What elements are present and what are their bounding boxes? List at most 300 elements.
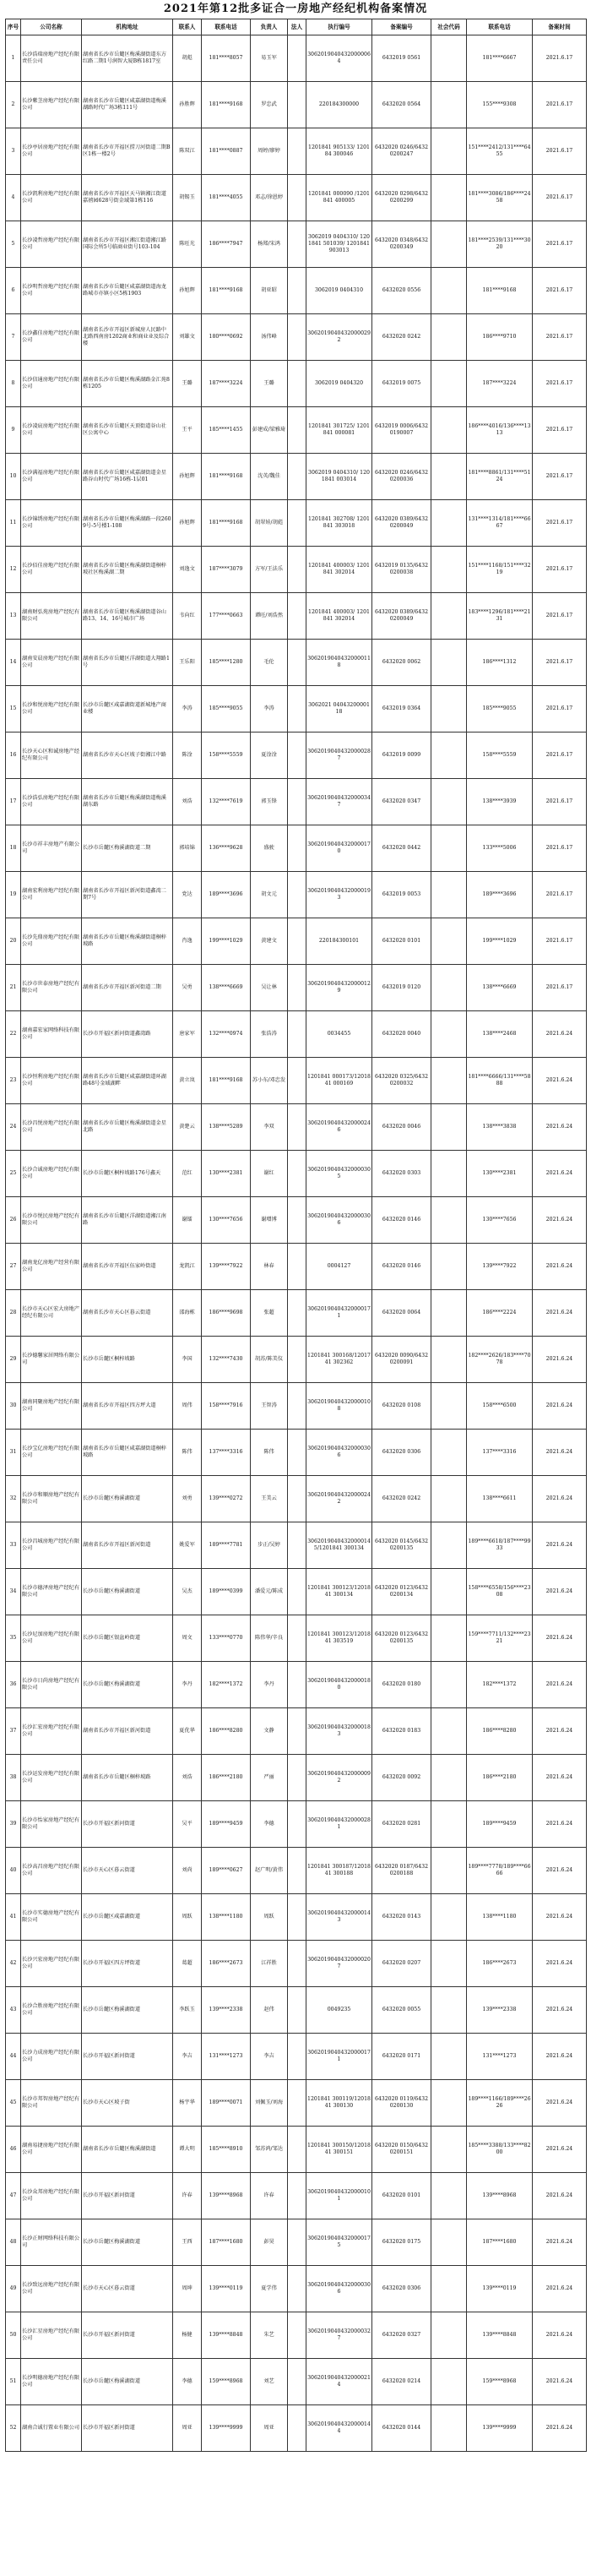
row-number: 5 bbox=[6, 221, 21, 268]
company-address: 湖南省长沙市岳麓区洋湖街道大翔路1号 bbox=[82, 640, 173, 686]
company-name: 长沙亭居房地产经纪有限公司 bbox=[21, 128, 82, 175]
record-number: 6432020 0246/64320200036 bbox=[372, 454, 431, 500]
company-name: 湖南同聚房地产经纪有限公司 bbox=[21, 1383, 82, 1430]
record-number: 6432020 0303 bbox=[372, 1151, 431, 1197]
leader-name: 李丹 bbox=[251, 1662, 288, 1708]
company-name: 湖南宏利房地产经纪有限公司 bbox=[21, 872, 82, 918]
record-number: 6432019 0099 bbox=[372, 732, 431, 779]
exec-number: 30620190404320000287 bbox=[306, 732, 372, 779]
row-number: 33 bbox=[6, 1522, 21, 1569]
exec-number: 30620190404320000175 bbox=[306, 2219, 372, 2266]
contact-name: 杨健 bbox=[173, 2312, 202, 2359]
record-date: 2021.6.17 bbox=[533, 454, 587, 500]
record-date: 2021.6.17 bbox=[533, 965, 587, 1011]
table-row bbox=[6, 2266, 587, 2312]
contact-phone: 137****3316 bbox=[202, 1430, 251, 1476]
contact-phone: 159****8968 bbox=[202, 2359, 251, 2405]
company-name: 湖南易捷房地产经纪有限公司 bbox=[21, 2127, 82, 2173]
contact-phone: 139****0119 bbox=[202, 2266, 251, 2312]
row-number: 4 bbox=[6, 175, 21, 221]
company-name: 长沙市日尚房地产经纪有限公司 bbox=[21, 1662, 82, 1708]
contact-name: 刘浩 bbox=[173, 1755, 202, 1801]
row-number: 16 bbox=[6, 732, 21, 779]
record-date: 2021.6.24 bbox=[533, 2312, 587, 2359]
credit-code bbox=[431, 825, 467, 872]
contact-phone: 139****2338 bbox=[202, 1987, 251, 2034]
exec-number: 1201841 400003/ 1201841 302014 bbox=[306, 547, 372, 593]
exec-number: 30620190404320000180 bbox=[306, 1662, 372, 1708]
leader-phone: 186****2673 bbox=[467, 1941, 533, 1987]
leader-name: 邓志/徐恩婷 bbox=[251, 175, 288, 221]
row-number: 50 bbox=[6, 2312, 21, 2359]
company-address: 湖南省长沙市开福区四方坪大道 bbox=[82, 1383, 173, 1430]
exec-number: 30620190404320000101 bbox=[306, 2173, 372, 2219]
legal-rep bbox=[288, 35, 306, 82]
contact-phone: 185****1280 bbox=[202, 640, 251, 686]
leader-name: 黄建文 bbox=[251, 918, 288, 965]
table-row bbox=[6, 1941, 587, 1987]
record-date: 2021.6.24 bbox=[533, 1848, 587, 1894]
record-number: 6432020 0187/64320200188 bbox=[372, 1848, 431, 1894]
leader-name: 吴让林 bbox=[251, 965, 288, 1011]
company-address: 湖南省长沙市开福区新河街道 bbox=[82, 1708, 173, 1755]
row-number: 20 bbox=[6, 918, 21, 965]
company-name: 长沙合诚房地产经纪有限公司 bbox=[21, 1151, 82, 1197]
leader-phone: 182****1372 bbox=[467, 1662, 533, 1708]
leader-name: 文静 bbox=[251, 1708, 288, 1755]
record-date: 2021.6.17 bbox=[533, 779, 587, 825]
company-address: 湖南省长沙市岳麓区梅溪湖街道金星北路 bbox=[82, 1104, 173, 1151]
exec-number: 1201841 300150/1201841 300151 bbox=[306, 2127, 372, 2173]
legal-rep bbox=[288, 314, 306, 361]
record-date: 2021.6.17 bbox=[533, 128, 587, 175]
record-number: 6432019 0364 bbox=[372, 686, 431, 732]
company-address: 湖南省长沙市岳麓区梅溪湖街道桐梓坡路 bbox=[82, 918, 173, 965]
table-row bbox=[6, 2312, 587, 2359]
leader-phone: 186****4016/136****1313 bbox=[467, 407, 533, 454]
leader-name: 王智涛 bbox=[251, 1383, 288, 1430]
record-date: 2021.6.17 bbox=[533, 547, 587, 593]
contact-phone: 180****0692 bbox=[202, 314, 251, 361]
table-row bbox=[6, 1290, 587, 1337]
column-header: 联系电话 bbox=[467, 19, 533, 35]
legal-rep bbox=[288, 872, 306, 918]
legal-rep bbox=[288, 1848, 306, 1894]
row-number: 2 bbox=[6, 82, 21, 128]
legal-rep bbox=[288, 407, 306, 454]
contact-name: 陈双江 bbox=[173, 128, 202, 175]
leader-name: 盛驶 bbox=[251, 825, 288, 872]
exec-number: 30620190404320000183 bbox=[306, 1708, 372, 1755]
exec-number: 30620190404320000246 bbox=[306, 1104, 372, 1151]
credit-code bbox=[431, 640, 467, 686]
record-number: 6432020 0064 bbox=[372, 1290, 431, 1337]
company-name: 长沙市祥丰房地产有限公司 bbox=[21, 825, 82, 872]
contact-phone: 185****1455 bbox=[202, 407, 251, 454]
record-date: 2021.6.17 bbox=[533, 82, 587, 128]
record-date: 2021.6.24 bbox=[533, 1244, 587, 1290]
row-number: 52 bbox=[6, 2405, 21, 2452]
exec-number: 30620190404320000242 bbox=[306, 1476, 372, 1522]
company-address: 湖南省长沙市岳麓区咸嘉湖街道海龙路城市亦镇小区5栋1903 bbox=[82, 268, 173, 314]
contact-name: 李吉 bbox=[173, 2034, 202, 2080]
row-number: 47 bbox=[6, 2173, 21, 2219]
exec-number: 30620190404320000306 bbox=[306, 2266, 372, 2312]
company-name: 长沙凌宸房地产经纪有限公司 bbox=[21, 407, 82, 454]
record-number: 6432019 0006/64320190007 bbox=[372, 407, 431, 454]
company-address: 湖南省长沙市岳麓区咸嘉湖街道梅溪湖路时代广场3栋111号 bbox=[82, 82, 173, 128]
record-date: 2021.6.24 bbox=[533, 1197, 587, 1244]
leader-phone: 139****0119 bbox=[467, 2266, 533, 2312]
table-row bbox=[6, 2173, 587, 2219]
leader-name: 陈伟 bbox=[251, 1430, 288, 1476]
record-date: 2021.6.24 bbox=[533, 1894, 587, 1941]
exec-number: 1201841 302708/ 1201841 303018 bbox=[306, 500, 372, 547]
contact-name: 杨宇华 bbox=[173, 2080, 202, 2127]
credit-code bbox=[431, 2034, 467, 2080]
credit-code bbox=[431, 732, 467, 779]
company-address: 湖南省长沙市开福区湘江街道湘江路国际会所5号临商业街号103-104 bbox=[82, 221, 173, 268]
table-row bbox=[6, 779, 587, 825]
contact-name: 夏优华 bbox=[173, 1708, 202, 1755]
contact-name: 郭培锦 bbox=[173, 825, 202, 872]
leader-name: 胡亚昭 bbox=[251, 268, 288, 314]
legal-rep bbox=[288, 686, 306, 732]
company-address: 长沙市开福区新河街道 bbox=[82, 2034, 173, 2080]
row-number: 28 bbox=[6, 1290, 21, 1337]
leader-name: 李吉 bbox=[251, 2034, 288, 2080]
credit-code bbox=[431, 1383, 467, 1430]
credit-code bbox=[431, 1290, 467, 1337]
legal-rep bbox=[288, 221, 306, 268]
company-name: 长沙汇宏房地产经纪有限公司 bbox=[21, 1708, 82, 1755]
leader-name: 郭玉锋 bbox=[251, 779, 288, 825]
company-address: 湖南省长沙市岳麓区梅溪湖路一段2609号-5号楼1-108 bbox=[82, 500, 173, 547]
company-name: 长沙正财网络科技有限公司 bbox=[21, 2219, 82, 2266]
leader-name: 罗忠武 bbox=[251, 82, 288, 128]
leader-phone: 158****6558/156****2308 bbox=[467, 1569, 533, 1615]
company-address: 长沙市开福区四方坪街道 bbox=[82, 1941, 173, 1987]
exec-number: 0049235 bbox=[306, 1987, 372, 2034]
company-name: 长沙宝亿房地产经纪有限公司 bbox=[21, 1430, 82, 1476]
contact-name: 刘勇 bbox=[173, 1476, 202, 1522]
company-address: 湖南省长沙市天心区坡子街湘江中路 bbox=[82, 732, 173, 779]
table-row bbox=[6, 1011, 587, 1058]
record-date: 2021.6.17 bbox=[533, 35, 587, 82]
legal-rep bbox=[288, 1569, 306, 1615]
exec-number: 1201841 400003/ 1201841 302014 bbox=[306, 593, 372, 640]
record-date: 2021.6.24 bbox=[533, 1337, 587, 1383]
leader-name: 林春 bbox=[251, 1244, 288, 1290]
exec-number: 30620190404320000144 bbox=[306, 2405, 372, 2452]
company-name: 长沙紫茎房地产经纪有限公司 bbox=[21, 82, 82, 128]
record-number: 6432020 0144 bbox=[372, 2405, 431, 2452]
record-number: 6432020 0183 bbox=[372, 1708, 431, 1755]
row-number: 6 bbox=[6, 268, 21, 314]
leader-phone: 133****5006 bbox=[467, 825, 533, 872]
record-number: 6432019 0075 bbox=[372, 361, 431, 407]
record-date: 2021.6.17 bbox=[533, 593, 587, 640]
leader-phone: 185****9055 bbox=[467, 686, 533, 732]
legal-rep bbox=[288, 918, 306, 965]
record-number: 6432020 0090/64320200091 bbox=[372, 1337, 431, 1383]
credit-code bbox=[431, 686, 467, 732]
exec-number: 1201841 301725/ 1201841 000081 bbox=[306, 407, 372, 454]
contact-phone: 138****5289 bbox=[202, 1104, 251, 1151]
exec-number: 3062021 0404320000118 bbox=[306, 686, 372, 732]
table-row bbox=[6, 872, 587, 918]
contact-phone: 185****8910 bbox=[202, 2127, 251, 2173]
record-date: 2021.6.24 bbox=[533, 2173, 587, 2219]
exec-number: 30620190404320000306 bbox=[306, 1197, 372, 1244]
contact-name: 吴勇 bbox=[173, 965, 202, 1011]
company-name: 长沙市邦智房地产经纪有限公司 bbox=[21, 2080, 82, 2127]
table-row bbox=[6, 640, 587, 686]
contact-name: 李跃玉 bbox=[173, 1987, 202, 2034]
legal-rep bbox=[288, 175, 306, 221]
contact-name: 陈伟 bbox=[173, 1430, 202, 1476]
legal-rep bbox=[288, 361, 306, 407]
contact-phone: 139****8848 bbox=[202, 2312, 251, 2359]
record-date: 2021.6.24 bbox=[533, 2405, 587, 2452]
contact-name: 刘浩 bbox=[173, 779, 202, 825]
company-address: 长沙市开福区新河街道鑫湾路 bbox=[82, 1011, 173, 1058]
contact-phone: 158****5559 bbox=[202, 732, 251, 779]
company-address: 长沙市岳麓区梅溪湖街道二期 bbox=[82, 825, 173, 872]
exec-number: 30620190404320000207 bbox=[306, 1941, 372, 1987]
leader-name: 毛伦 bbox=[251, 640, 288, 686]
table-row bbox=[6, 35, 587, 82]
leader-phone: 137****3316 bbox=[467, 1430, 533, 1476]
credit-code bbox=[431, 175, 467, 221]
credit-code bbox=[431, 1337, 467, 1383]
leader-phone: 138****1180 bbox=[467, 1894, 533, 1941]
row-number: 40 bbox=[6, 1848, 21, 1894]
contact-phone: 189****0399 bbox=[202, 1569, 251, 1615]
column-header: 负责人 bbox=[251, 19, 288, 35]
contact-phone: 132****7430 bbox=[202, 1337, 251, 1383]
record-date: 2021.6.24 bbox=[533, 1941, 587, 1987]
company-name: 湖南财弘苑房地产经纪有限公司 bbox=[21, 593, 82, 640]
leader-name: 朱艺 bbox=[251, 2312, 288, 2359]
company-address: 湖南省长沙市岳麓区洋湖街道湘江南路 bbox=[82, 1197, 173, 1244]
credit-code bbox=[431, 965, 467, 1011]
leader-name: 许春 bbox=[251, 2173, 288, 2219]
record-number: 6432020 0146 bbox=[372, 1244, 431, 1290]
table-row bbox=[6, 2219, 587, 2266]
company-address: 长沙市岳麓区梅溪湖街道 bbox=[82, 1987, 173, 2034]
table-row bbox=[6, 1337, 587, 1383]
contact-name: 王平 bbox=[173, 407, 202, 454]
company-name: 长沙市怡家房地产经纪有限公司 bbox=[21, 1801, 82, 1848]
company-address: 湖南省长沙市岳麓区梅溪湖路金汇苑8栋1205 bbox=[82, 361, 173, 407]
exec-number: 1201841 905133/ 120184 300046 bbox=[306, 128, 372, 175]
company-name: 长沙浩瑞房地产经纪有限责任公司 bbox=[21, 35, 82, 82]
contact-name: 黄立岚 bbox=[173, 1058, 202, 1104]
contact-name: 周文 bbox=[173, 1615, 202, 1662]
table-row bbox=[6, 1151, 587, 1197]
company-address: 长沙市天心区暮云街道 bbox=[82, 2266, 173, 2312]
legal-rep bbox=[288, 2034, 306, 2080]
column-header: 备案编号 bbox=[372, 19, 431, 35]
contact-phone: 181****9168 bbox=[202, 1058, 251, 1104]
contact-phone: 138****6669 bbox=[202, 965, 251, 1011]
row-number: 18 bbox=[6, 825, 21, 872]
company-name: 长沙明德房地产经纪有限公司 bbox=[21, 2359, 82, 2405]
credit-code bbox=[431, 918, 467, 965]
contact-name: 谢镭 bbox=[173, 1197, 202, 1244]
table-row bbox=[6, 407, 587, 454]
company-name: 长沙合胜房地产经纪有限公司 bbox=[21, 1987, 82, 2034]
credit-code bbox=[431, 1244, 467, 1290]
table-row bbox=[6, 1569, 587, 1615]
leader-phone: 189****7778/189****6666 bbox=[467, 1848, 533, 1894]
row-number: 10 bbox=[6, 454, 21, 500]
row-number: 11 bbox=[6, 500, 21, 547]
column-header: 机构地址 bbox=[82, 19, 173, 35]
row-number: 30 bbox=[6, 1383, 21, 1430]
exec-number: 1201841 000173/1201841 000169 bbox=[306, 1058, 372, 1104]
exec-number: 1201841 300168/1201741 302362 bbox=[306, 1337, 372, 1383]
contact-name: 周亚 bbox=[173, 2405, 202, 2452]
leader-phone: 131****1314/181****6667 bbox=[467, 500, 533, 547]
credit-code bbox=[431, 1197, 467, 1244]
legal-rep bbox=[288, 1615, 306, 1662]
leader-phone: 159****8968 bbox=[467, 2359, 533, 2405]
legal-rep bbox=[288, 2080, 306, 2127]
company-address: 长沙市岳麓区咸嘉湖街道新城地产商业楼 bbox=[82, 686, 173, 732]
leader-phone: 189****6618/187****9933 bbox=[467, 1522, 533, 1569]
column-header: 执行编号 bbox=[306, 19, 372, 35]
record-number: 6432020 0306 bbox=[372, 2266, 431, 2312]
exec-number: 3062019 0404310 bbox=[306, 268, 372, 314]
company-name: 长沙佰佳房地产经纪有限公司 bbox=[21, 547, 82, 593]
record-date: 2021.6.17 bbox=[533, 221, 587, 268]
leader-name: 周亚 bbox=[251, 2405, 288, 2452]
legal-rep bbox=[288, 1197, 306, 1244]
credit-code bbox=[431, 1987, 467, 2034]
row-number: 27 bbox=[6, 1244, 21, 1290]
exec-number: 30620190404320000143 bbox=[306, 1894, 372, 1941]
leader-phone: 139****9999 bbox=[467, 2405, 533, 2452]
contact-name: 葛超 bbox=[173, 1941, 202, 1987]
leader-name: 王美云 bbox=[251, 1476, 288, 1522]
leader-name: 夏学伟 bbox=[251, 2266, 288, 2312]
company-address: 湖南省长沙市岳麓区梅溪湖街道桐梓坡社区梅溪湖二期 bbox=[82, 547, 173, 593]
leader-name: 江祥胜 bbox=[251, 1941, 288, 1987]
contact-name: 黄楚云 bbox=[173, 1104, 202, 1151]
contact-phone: 177****0663 bbox=[202, 593, 251, 640]
table-row bbox=[6, 1801, 587, 1848]
exec-number: 30620190404320000129 bbox=[306, 965, 372, 1011]
contact-name: 韦向红 bbox=[173, 593, 202, 640]
row-number: 32 bbox=[6, 1476, 21, 1522]
legal-rep bbox=[288, 547, 306, 593]
contact-phone: 186****8280 bbox=[202, 1708, 251, 1755]
contact-phone: 186****7947 bbox=[202, 221, 251, 268]
leader-phone: 158****6500 bbox=[467, 1383, 533, 1430]
page-title: 2021年第12批多证合一房地产经纪机构备案情况 bbox=[163, 3, 428, 15]
contact-phone: 130****2381 bbox=[202, 1151, 251, 1197]
company-name: 长沙恒利房地产经纪有限公司 bbox=[21, 1058, 82, 1104]
exec-number: 220184300101 bbox=[306, 918, 372, 965]
leader-name: 谢红 bbox=[251, 1151, 288, 1197]
record-date: 2021.6.24 bbox=[533, 1104, 587, 1151]
record-date: 2021.6.24 bbox=[533, 1801, 587, 1848]
row-number: 38 bbox=[6, 1755, 21, 1801]
company-address: 长沙市岳麓区咸嘉湖街道 bbox=[82, 1894, 173, 1941]
leader-phone: 186****8280 bbox=[467, 1708, 533, 1755]
contact-name: 吴平 bbox=[173, 1801, 202, 1848]
record-date: 2021.6.24 bbox=[533, 1569, 587, 1615]
leader-name: 沈英/魏佳 bbox=[251, 454, 288, 500]
record-number: 6432020 0092 bbox=[372, 1755, 431, 1801]
credit-code bbox=[431, 1430, 467, 1476]
table-row bbox=[6, 221, 587, 268]
record-date: 2021.6.24 bbox=[533, 2127, 587, 2173]
table-row bbox=[6, 965, 587, 1011]
record-date: 2021.6.24 bbox=[533, 1476, 587, 1522]
table-row bbox=[6, 547, 587, 593]
leader-phone: 158****5559 bbox=[467, 732, 533, 779]
table-row bbox=[6, 175, 587, 221]
company-name: 长沙运发房地产经纪有限公司 bbox=[21, 1755, 82, 1801]
table-row bbox=[6, 1476, 587, 1522]
exec-number: 1201841 300187/1201841 300188 bbox=[306, 1848, 372, 1894]
legal-rep bbox=[288, 82, 306, 128]
exec-number: 220184300000 bbox=[306, 82, 372, 128]
table-row bbox=[6, 128, 587, 175]
company-name: 湖南安晨房地产经纪有限公司 bbox=[21, 640, 82, 686]
contact-phone: 138****1180 bbox=[202, 1894, 251, 1941]
column-header: 序号 bbox=[6, 19, 21, 35]
column-header: 公司名称 bbox=[21, 19, 82, 35]
credit-code bbox=[431, 1894, 467, 1941]
leader-phone: 155****9308 bbox=[467, 82, 533, 128]
company-name: 长沙尼加房地产经纪有限公司 bbox=[21, 1615, 82, 1662]
company-address: 长沙市岳麓区梅溪湖街道 bbox=[82, 1569, 173, 1615]
legal-rep bbox=[288, 1801, 306, 1848]
leader-phone: 181****6666/131****5888 bbox=[467, 1058, 533, 1104]
row-number: 23 bbox=[6, 1058, 21, 1104]
company-address: 长沙市岳麓区桐梓坡路 bbox=[82, 1337, 173, 1383]
record-number: 6432020 0101 bbox=[372, 918, 431, 965]
company-name: 长沙致远房地产经纪有限公司 bbox=[21, 2266, 82, 2312]
table-row bbox=[6, 314, 587, 361]
credit-code bbox=[431, 221, 467, 268]
leader-phone: 138****6611 bbox=[467, 1476, 533, 1522]
company-address: 长沙市开福区新河街道 bbox=[82, 2405, 173, 2452]
exec-number: 30620190404320000171 bbox=[306, 1290, 372, 1337]
leader-name: 易玉军 bbox=[251, 35, 288, 82]
company-address: 长沙市天心区坡子街 bbox=[82, 2080, 173, 2127]
exec-number: 30620190404320000092 bbox=[306, 1755, 372, 1801]
column-header: 备案时间 bbox=[533, 19, 587, 35]
legal-rep bbox=[288, 2359, 306, 2405]
legal-rep bbox=[288, 1894, 306, 1941]
contact-phone: 189****0071 bbox=[202, 2080, 251, 2127]
leader-phone: 130****2381 bbox=[467, 1151, 533, 1197]
credit-code bbox=[431, 2266, 467, 2312]
record-date: 2021.6.24 bbox=[533, 1383, 587, 1430]
record-number: 6432020 0389/64320200049 bbox=[372, 593, 431, 640]
company-address: 长沙市岳麓区梅溪湖街道 bbox=[82, 2359, 173, 2405]
row-number: 3 bbox=[6, 128, 21, 175]
leader-phone: 189****9459 bbox=[467, 1801, 533, 1848]
exec-number: 30620190404320000327 bbox=[306, 2312, 372, 2359]
contact-name: 胡锡玉 bbox=[173, 175, 202, 221]
leader-name: 陈伟华/辛良 bbox=[251, 1615, 288, 1662]
